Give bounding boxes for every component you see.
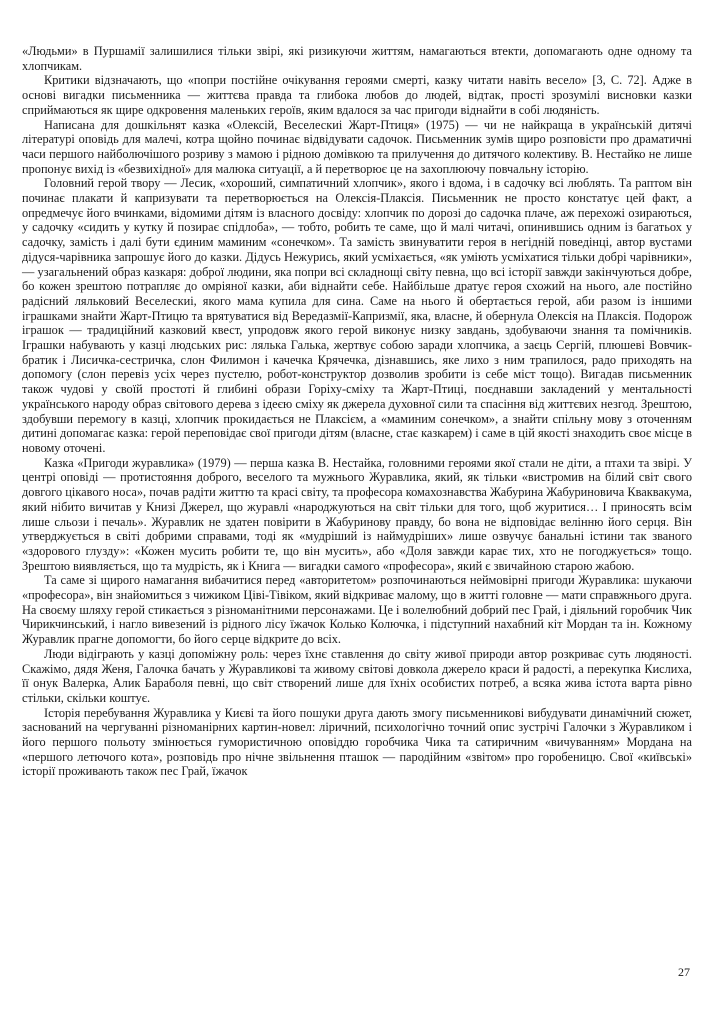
paragraph: Головний герой твору — Лесик, «хороший, симпатичний хлопчик», якого і вдома, і в садочку всі люблять. Та раптом він починає плакати й капризувати та перетворюється на Олексія-Плаксія. Письменник не просто констатує цей факт, а опредмечує його вчинками, відомими дітям із власного досвіду: хлопчик по дорозі до садочка плаче, аж перехожі озираються, у садочку «сидить у кутку й позирає спідлоба», — тобто, робить те саме, що й малі читачі, опинившись одним із багатьох у садочку, замість і далі бути єдиним маминим «сонечком». Та замість звинуватити героя в негідній поведінці, автор вустами дідуся-чарівника запрошує його до казки. Дідусь Нежурись, який усміхається, «як уміють усміхатися тільки добрі чарівники», — узагальнений образ казкаря: доброї людини, яка попри всі складнощі світу певна, що всі історії завжди закінчуються добре, бо кожен зрештою потрапляє до омріяної казки, аби віднайти себе. Найбільше дратує героя схожий на нього, але постійно радісний ляльковий Веселескиі, якого мама купила для сина. Саме на нього й обертається герой, аби разом із іншими іграшками знайти Жарт-Птицю та врятуватися від Вередазмії-Капризмії, яка, власне, й обернула Олексія на Плаксія. Подорож іграшок — традиційний казковий квест, упродовж якого герой виконує низку завдань, здобуваючи знання та помічників. Іграшки набувають у казці людських рис: лялька Галька, жертвує собою заради хлопчика, а заєць Сергій, плюшеві Вовчик-братик і Лисичка-сестричка, слон Филимон і качечка Крячечка, дізнавшись, яке лихо з ним трапилося, радо приходять на допомогу (слон перевіз усіх через пустелю, робот-конструктор дозволив зробити із себе міст тощо). Вигадав письменник також чудові у своїй простоті й глибині образи Горіху-сміху та Жарт-Птиці, поєднавши закладений у ментальності українського народу образ світового дерева з ідеєю сміху як джерела духовної сили та спасіння від життєвих незгод. Зрештою, здобувши перемогу в казці, хлопчик прокидається не Плаксієм, а «маминим сонечком», а знайти спільну мову з оточенням дитині допомагає казка: герой переповідає свої пригоди дітям (власне, стає казкарем) і саме в цій якості знаходить своє місце в новому оточені. — [22, 176, 692, 455]
paragraph: Казка «Пригоди журавлика» (1979) — перша казка В. Нестайка, головними героями якої стали не діти, а птахи та звірі. У центрі оповіді — протистояння доброго, веселого та мужнього Журавлика, який, як тільки «вистромив на білий світ свого довгого цікавого носа», почав радіти життю та красі світу, та професора комахознавства Жабурина Жабуриновича Кваквакума, який нібито вичитав у Книзі Джерел, що журавлі «народжуються на світ тільки для того, щоб журитися… І приносять всім лише сльози і печаль». Журавлик не здатен повірити в Жабуринову правду, бо вона не відповідає велінню його серця. Він утверджується в світі добрими справами, тоді як «мудріший із наймудріших» лише озвучує банальні істини так званого «здорового глузду»: «Кожен мусить робити те, що він мусить», або «Доля завжди карає тих, хто не погоджується» тощо. Зрештою виявляється, що та мудрість, як і Книга — вигадки самого «професора», який є звичайною старою жабою. — [22, 455, 692, 573]
page-number: 27 — [678, 965, 690, 979]
paragraph: Критики відзначають, що «попри постійне очікування героями смерті, казку читати навіть весело» [3, С. 72]. Адже в основі вигадки письменника — життєва правда та глибока любов до людей, відтак, прості зрозумілі висновки казки сприймаються як щире одкровення маленьких героїв, яким вдалося за час пригоди віднайти в собі людяність. — [22, 73, 692, 117]
paragraph: Люди відіграють у казці допоміжну роль: через їхнє ставлення до світу живої природи автор розкриває суть людяності. Скажімо, дядя Женя, Галочка бачать у Журавликові та живому світові довкола джерело краси й радості, а перекупка Кислиха, її онук Валерка, Алик Бараболя певні, що світ створений лише для їхніх особистих потреб, а всяка жива істота варта рівно стільки, скільки коштує. — [22, 646, 692, 705]
paragraph: «Людьми» в Пуршамії залишилися тільки звірі, які ризикуючи життям, намагаються втекти, допомагають одне одному та хлопчикам. — [22, 44, 692, 73]
document-body — [22, 44, 692, 779]
paragraph: Та саме зі щирого намагання вибачитися перед «авторитетом» розпочинаються неймовірні пригоди Журавлика: шукаючи «професора», він знайомиться з чижиком Ціві-Тівіком, який відкриває малому, що в житті головне — мати справжнього друга. На своєму шляху герой стикається з різноманітними персонажами. Це і волелюбний добрий пес Грай, і діяльний горобчик Чик Чирикчинський, і нагло вивезений із рідного лісу їжачок Колько Колючка, і підступний нахабний кіт Мордан та ін. Кожному Журавлик прагне допомогти, бо його серце відкрите до всіх. — [22, 573, 692, 647]
paragraph: Історія перебування Журавлика у Києві та його пошуки друга дають змогу письменникові вибудувати динамічний сюжет, заснований на чергуванні різноманірних картин-новел: ліричний, психологічно точний опис зустрічі Галочки з Журавликом і його першого польоту змінюється гумористичною оповіддю горобчика Чика та сатиричним «вичуванням» Мордана на «першого летючого кота», розповідь про нічне звільнення пташок — пародійним «звітом» про горобеницю. Свої «київські» історії проживають також пес Грай, їжачок — [22, 705, 692, 779]
paragraph: Написана для дошкільнят казка «Олексій, Веселескиі Жарт-Птиця» (1975) — чи не найкраща в українській дитячі літературі оповідь для малечі, котра щойно починає відвідувати садочок. Письменник зумів щиро розповісти про драматичні часи першого найболючішого розриву з мамою і рідною домівкою та прилучення до дитячого колективу. В. Нестайко не лише пропонує вихід із «безвихідної» для малюка ситуації, а й перетворює це на захоплюючу повчальну історію. — [22, 117, 692, 176]
